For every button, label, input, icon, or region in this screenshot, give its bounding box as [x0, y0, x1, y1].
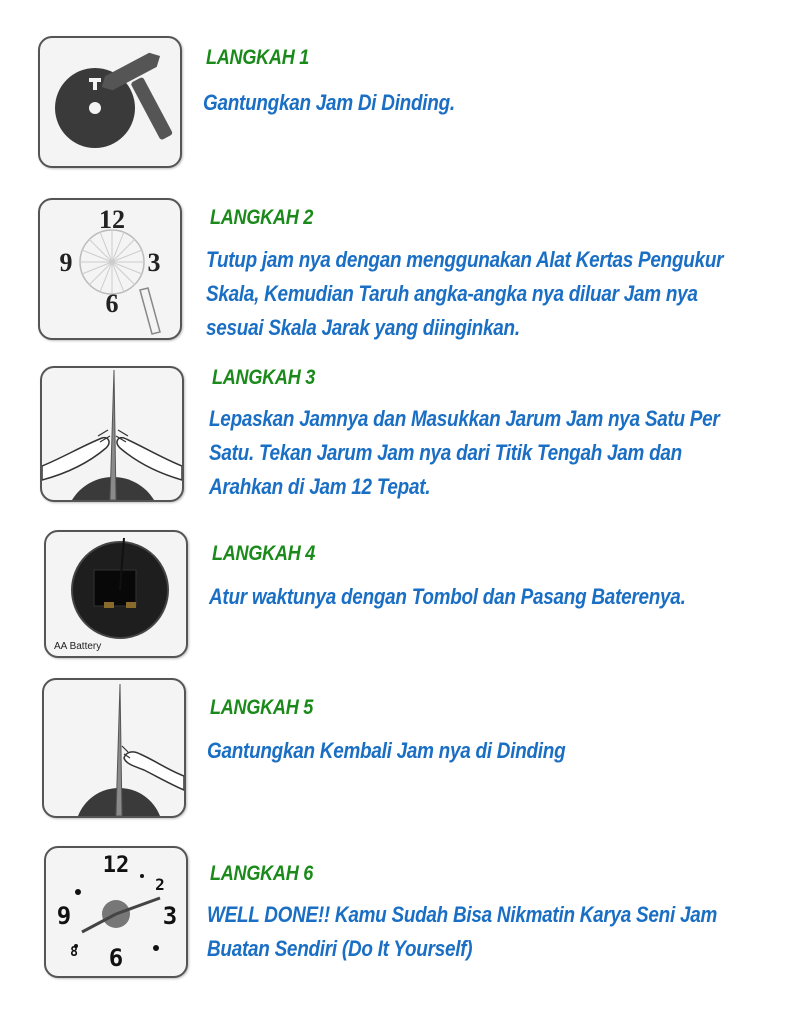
- measuring-dial-icon: [40, 200, 180, 338]
- dial-number-9: 9: [59, 248, 73, 277]
- step-4-line-1: Atur waktunya dengan Tombol dan Pasang Baterenya.: [209, 584, 686, 609]
- step-6-illustration: [44, 846, 188, 978]
- hand-hang-clock-icon: [44, 680, 184, 816]
- clock-number-12: 12: [102, 853, 130, 878]
- step-4-illustration: [44, 530, 188, 658]
- hands-insert-needle-icon: [42, 368, 182, 500]
- step-6-heading: LANGKAH 6: [210, 862, 314, 885]
- clock-number-2: 2: [155, 875, 165, 894]
- step-2-line-2: Skala, Kemudian Taruh angka-angka nya diluar Jam nya: [206, 281, 698, 306]
- clock-number-9: 9: [56, 902, 72, 930]
- step-2-line-3: sesuai Skala Jarak yang diinginkan.: [206, 315, 520, 340]
- step-4-text: [209, 580, 794, 614]
- step-5-line-1: Gantungkan Kembali Jam nya di Dinding: [207, 738, 566, 763]
- dial-number-3: 3: [147, 248, 161, 277]
- clock-number-6: 6: [108, 944, 124, 972]
- step-2-text: [206, 243, 791, 345]
- step-5-illustration: [42, 678, 186, 818]
- step-1-heading: LANGKAH 1: [206, 46, 310, 69]
- dial-number-6: 6: [105, 289, 119, 318]
- clock-number-8: 8: [70, 945, 78, 960]
- step-5-text: [207, 734, 792, 768]
- step-5-heading: LANGKAH 5: [210, 696, 314, 719]
- step-3-text: [209, 402, 794, 504]
- step-4-caption: AA Battery: [54, 641, 102, 652]
- step-1-illustration: [38, 36, 182, 168]
- battery-clock-icon: [46, 532, 186, 656]
- clock-number-3: 3: [162, 902, 178, 930]
- step-6-line-1: WELL DONE!! Kamu Sudah Bisa Nikmatin Karya Seni Jam: [207, 902, 718, 927]
- step-6-text: [207, 898, 792, 966]
- step-3-line-3: Arahkan di Jam 12 Tepat.: [209, 474, 431, 499]
- finished-clock-icon: [46, 848, 186, 976]
- step-3-line-2: Satu. Tekan Jarum Jam nya dari Titik Tengah Jam dan: [209, 440, 682, 465]
- step-3-line-1: Lepaskan Jamnya dan Masukkan Jarum Jam nya Satu Per: [209, 406, 720, 431]
- hammer-clock-icon: [40, 38, 180, 166]
- dial-number-12: 12: [99, 205, 125, 234]
- step-3-heading: LANGKAH 3: [212, 366, 316, 389]
- step-2-illustration: [38, 198, 182, 340]
- step-3-illustration: [40, 366, 184, 502]
- step-2-heading: LANGKAH 2: [210, 206, 314, 229]
- step-6-line-2: Buatan Sendiri (Do It Yourself): [207, 936, 473, 961]
- step-1-line-1: Gantungkan Jam Di Dinding.: [203, 90, 455, 115]
- step-4-heading: LANGKAH 4: [212, 542, 316, 565]
- step-2-line-1: Tutup jam nya dengan menggunakan Alat Kertas Pengukur: [206, 247, 724, 272]
- step-1-text: [203, 86, 788, 120]
